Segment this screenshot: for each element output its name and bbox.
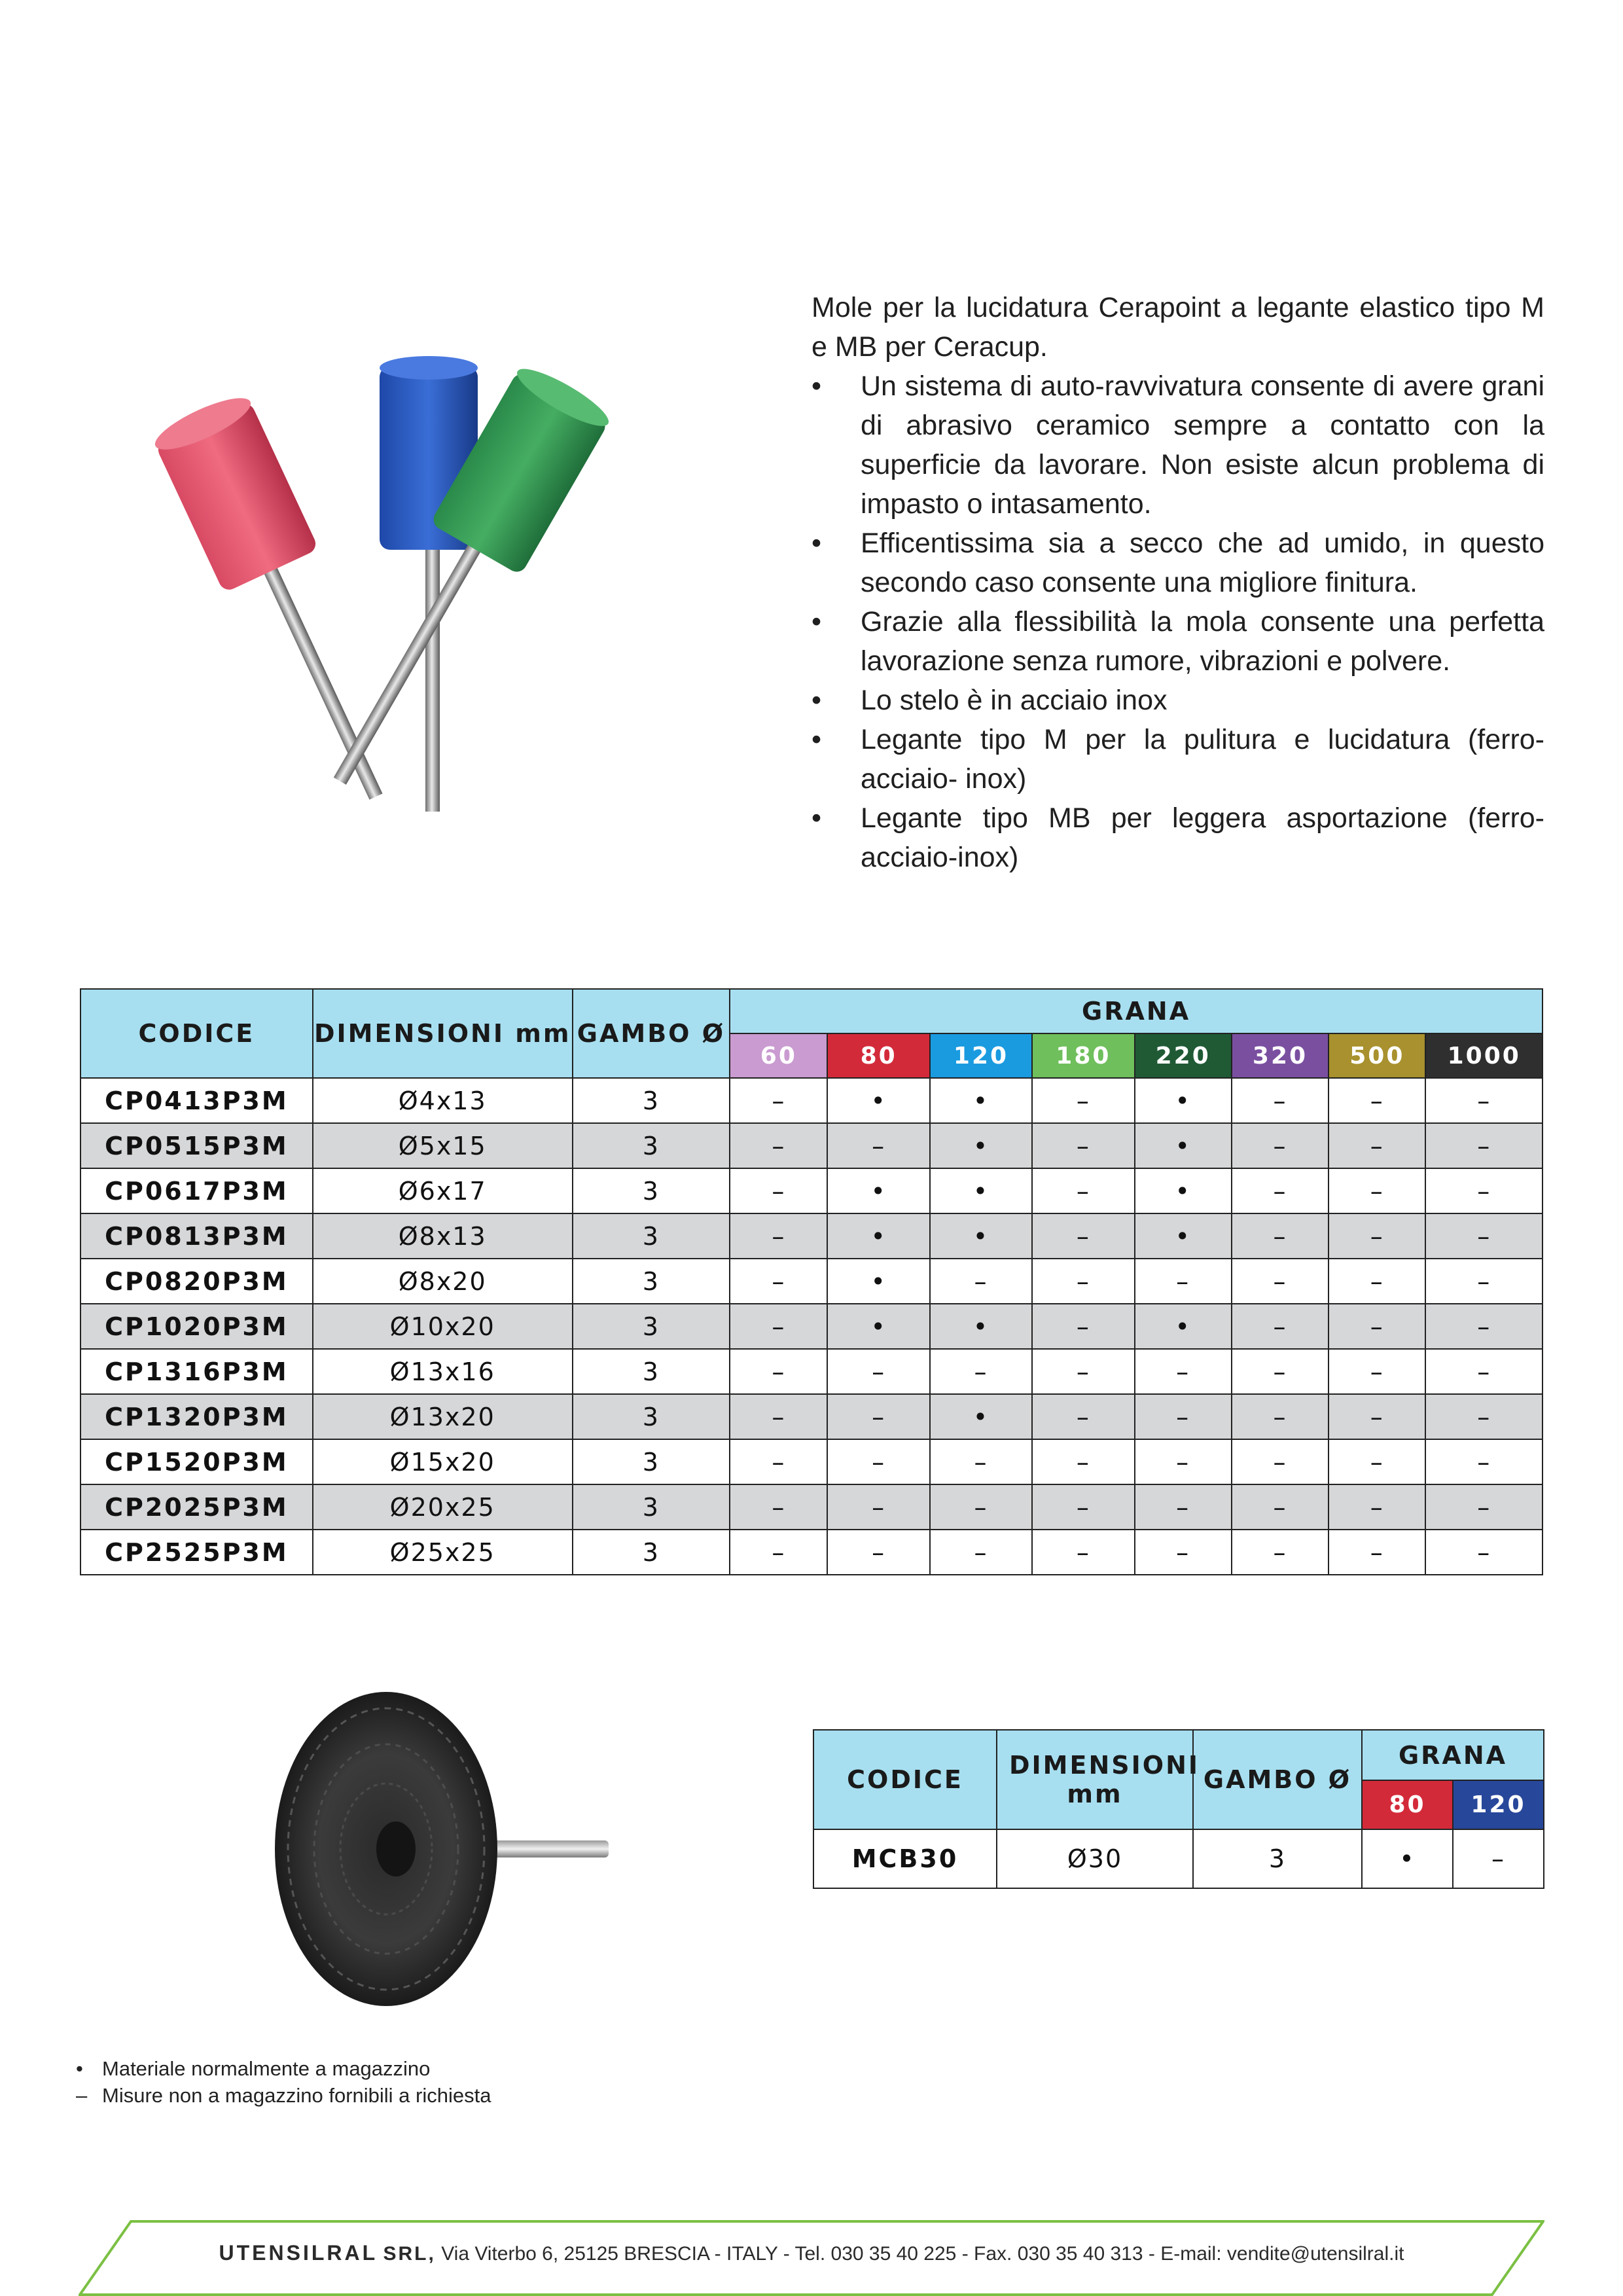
availability-mark: –: [1329, 1394, 1425, 1439]
availability-mark: –: [1329, 1484, 1425, 1530]
table-body: [80, 1078, 1543, 1575]
header-codice: CODICE: [813, 1730, 997, 1829]
availability-mark: –: [930, 1530, 1032, 1575]
availability-mark: –: [730, 1259, 827, 1304]
availability-mark: –: [1232, 1259, 1329, 1304]
availability-mark: •: [1135, 1078, 1232, 1123]
table-row: [80, 1349, 1543, 1394]
shank-cell: 3: [573, 1394, 730, 1439]
product-code: CP0813P3M: [80, 1213, 313, 1259]
product-code: CP1020P3M: [80, 1304, 313, 1349]
availability-mark: –: [1232, 1078, 1329, 1123]
product-code: CP0617P3M: [80, 1168, 313, 1213]
table-row: [80, 1213, 1543, 1259]
availability-mark: –: [1032, 1304, 1134, 1349]
availability-mark: –: [1425, 1439, 1543, 1484]
feature-item: • Legante tipo M per la pulitura e lucidatura (ferro- acciaio- inox): [812, 720, 1544, 798]
product-description: [812, 288, 1544, 877]
availability-mark: –: [1329, 1213, 1425, 1259]
availability-mark: –: [827, 1123, 929, 1168]
company-suffix: SRL,: [383, 2243, 436, 2265]
availability-mark: •: [827, 1304, 929, 1349]
availability-mark: –: [1032, 1394, 1134, 1439]
dimension-cell: Ø5x15: [313, 1123, 573, 1168]
shank-cell: 3: [573, 1304, 730, 1349]
header-gambo: GAMBO Ø: [1193, 1730, 1362, 1829]
availability-mark: –: [1232, 1349, 1329, 1394]
availability-mark: –: [1032, 1123, 1134, 1168]
feature-item: • Legante tipo MB per leggera asportazione (ferro-acciaio-inox): [812, 798, 1544, 877]
table-body: [813, 1829, 1544, 1888]
dimension-cell: Ø20x25: [313, 1484, 573, 1530]
availability-mark: –: [1329, 1530, 1425, 1575]
polishing-disc-image: [255, 1669, 622, 2009]
availability-mark: •: [1135, 1168, 1232, 1213]
dimension-cell: Ø25x25: [313, 1530, 573, 1575]
description-intro: Mole per la lucidatura Cerapoint a legante elastico tipo M e MB per Ceracup.: [812, 292, 1544, 363]
availability-mark: –: [730, 1349, 827, 1394]
availability-mark: •: [930, 1394, 1032, 1439]
feature-list: [812, 367, 1544, 877]
availability-mark: –: [1232, 1530, 1329, 1575]
availability-mark: –: [1135, 1349, 1232, 1394]
legend-item: [76, 2055, 491, 2082]
availability-mark: –: [1425, 1530, 1543, 1575]
company-name: UTENSILRAL: [219, 2241, 378, 2265]
grain-180-header: 180: [1032, 1033, 1134, 1078]
legend-symbol: –: [76, 2084, 88, 2107]
availability-mark: –: [1135, 1439, 1232, 1484]
table-row: [80, 1304, 1543, 1349]
availability-mark: –: [827, 1439, 929, 1484]
grain-1000-header: 1000: [1425, 1033, 1543, 1078]
grain-500-header: 500: [1329, 1033, 1425, 1078]
header-grana: GRANA: [1362, 1730, 1544, 1780]
availability-mark: –: [1135, 1484, 1232, 1530]
availability-mark: –: [1032, 1484, 1134, 1530]
availability-mark: –: [1232, 1439, 1329, 1484]
grain-60-header: 60: [730, 1033, 827, 1078]
dimension-cell: Ø13x16: [313, 1349, 573, 1394]
dimension-cell: Ø30: [997, 1829, 1193, 1888]
table-row: [80, 1259, 1543, 1304]
shank-cell: 3: [1193, 1829, 1362, 1888]
availability-mark: –: [1032, 1168, 1134, 1213]
availability-mark: –: [930, 1439, 1032, 1484]
shank-cell: 3: [573, 1439, 730, 1484]
availability-mark: –: [827, 1349, 929, 1394]
product-code: MCB30: [813, 1829, 997, 1888]
grain-220-header: 220: [1135, 1033, 1232, 1078]
shank-cell: 3: [573, 1078, 730, 1123]
availability-mark: –: [730, 1394, 827, 1439]
availability-mark: –: [1329, 1078, 1425, 1123]
shank-cell: 3: [573, 1168, 730, 1213]
product-code: CP0515P3M: [80, 1123, 313, 1168]
legend: [76, 2055, 491, 2109]
availability-mark: –: [1032, 1439, 1134, 1484]
product-code: CP0820P3M: [80, 1259, 313, 1304]
header-dimensioni: DIMENSIONI mm: [997, 1730, 1193, 1829]
availability-mark: –: [1232, 1123, 1329, 1168]
table-row: [80, 1439, 1543, 1484]
availability-mark: –: [1232, 1394, 1329, 1439]
product-code: CP2025P3M: [80, 1484, 313, 1530]
dimension-cell: Ø8x20: [313, 1259, 573, 1304]
grain-120-header: 120: [1453, 1780, 1544, 1829]
shank-cell: 3: [573, 1349, 730, 1394]
availability-mark: •: [827, 1168, 929, 1213]
cerapoint-table: [80, 988, 1543, 1575]
availability-mark: –: [730, 1304, 827, 1349]
availability-mark: •: [827, 1213, 929, 1259]
availability-mark: –: [1032, 1259, 1134, 1304]
availability-mark: –: [827, 1530, 929, 1575]
legend-text: Misure non a magazzino fornibili a richiesta: [102, 2084, 491, 2107]
shank-cell: 3: [573, 1530, 730, 1575]
availability-mark: –: [1425, 1259, 1543, 1304]
grain-320-header: 320: [1232, 1033, 1329, 1078]
availability-mark: –: [730, 1439, 827, 1484]
availability-mark: –: [730, 1168, 827, 1213]
header-codice: CODICE: [80, 989, 313, 1078]
grain-120-header: 120: [930, 1033, 1032, 1078]
dimension-cell: Ø8x13: [313, 1213, 573, 1259]
availability-mark: •: [1135, 1213, 1232, 1259]
dimension-cell: Ø13x20: [313, 1394, 573, 1439]
availability-mark: –: [827, 1484, 929, 1530]
availability-mark: •: [930, 1213, 1032, 1259]
table-row: [80, 1168, 1543, 1213]
availability-mark: –: [1135, 1394, 1232, 1439]
shank-cell: 3: [573, 1123, 730, 1168]
availability-mark: –: [730, 1213, 827, 1259]
availability-mark: –: [1032, 1078, 1134, 1123]
availability-mark: –: [1232, 1168, 1329, 1213]
availability-mark: –: [1329, 1259, 1425, 1304]
availability-mark: •: [930, 1078, 1032, 1123]
availability-mark: •: [930, 1304, 1032, 1349]
availability-mark: –: [1425, 1304, 1543, 1349]
availability-mark: •: [1135, 1123, 1232, 1168]
table-row: [80, 1123, 1543, 1168]
availability-mark: –: [1425, 1213, 1543, 1259]
availability-mark: –: [1232, 1484, 1329, 1530]
availability-mark: –: [1232, 1304, 1329, 1349]
grain-80-header: 80: [1362, 1780, 1453, 1829]
legend-text: Materiale normalmente a magazzino: [102, 2057, 431, 2080]
availability-mark: –: [930, 1484, 1032, 1530]
product-code: CP2525P3M: [80, 1530, 313, 1575]
feature-item: • Efficentissima sia a secco che ad umido, in questo secondo caso consente una migliore finitura.: [812, 524, 1544, 602]
product-code: CP0413P3M: [80, 1078, 313, 1123]
availability-mark: –: [730, 1123, 827, 1168]
availability-mark: •: [827, 1259, 929, 1304]
availability-mark: –: [1032, 1349, 1134, 1394]
table-row: [813, 1829, 1544, 1888]
availability-mark: –: [1453, 1829, 1544, 1888]
availability-mark: –: [1135, 1259, 1232, 1304]
header-grana: GRANA: [730, 989, 1543, 1033]
feature-item: • Un sistema di auto-ravvivatura consente di avere grani di abrasivo ceramico sempre a contatto con la superficie da lavorare. Non esiste alcun problema di impasto o intasamento.: [812, 367, 1544, 524]
availability-mark: –: [1329, 1439, 1425, 1484]
availability-mark: •: [1135, 1304, 1232, 1349]
availability-mark: –: [1135, 1530, 1232, 1575]
availability-mark: –: [1425, 1349, 1543, 1394]
feature-item: • Grazie alla flessibilità la mola consente una perfetta lavorazione senza rumore, vibrazioni e polvere.: [812, 602, 1544, 681]
availability-mark: •: [930, 1123, 1032, 1168]
availability-mark: –: [1232, 1213, 1329, 1259]
availability-mark: –: [1425, 1484, 1543, 1530]
availability-mark: –: [730, 1484, 827, 1530]
table-row: [80, 1484, 1543, 1530]
feature-item: • Lo stelo è in acciaio inox: [812, 681, 1544, 720]
mounted-points-image: [111, 353, 635, 851]
shank-cell: 3: [573, 1484, 730, 1530]
availability-mark: –: [1329, 1349, 1425, 1394]
grain-80-header: 80: [827, 1033, 929, 1078]
dimension-cell: Ø6x17: [313, 1168, 573, 1213]
availability-mark: •: [1362, 1829, 1453, 1888]
disc-table: [813, 1729, 1544, 1889]
product-code: CP1320P3M: [80, 1394, 313, 1439]
shank-cell: 3: [573, 1259, 730, 1304]
product-code: CP1316P3M: [80, 1349, 313, 1394]
availability-mark: –: [1425, 1168, 1543, 1213]
legend-item: [76, 2082, 491, 2109]
availability-mark: –: [827, 1394, 929, 1439]
availability-mark: –: [1425, 1394, 1543, 1439]
table-row: [80, 1078, 1543, 1123]
product-code: CP1520P3M: [80, 1439, 313, 1484]
availability-mark: –: [1329, 1123, 1425, 1168]
availability-mark: –: [1425, 1123, 1543, 1168]
availability-mark: –: [1329, 1304, 1425, 1349]
company-details: Via Viterbo 6, 25125 BRESCIA - ITALY - Tel. 030 35 40 225 - Fax. 030 35 40 313 - E-mail: vendite@utensilral.it: [441, 2243, 1404, 2265]
availability-mark: –: [1329, 1168, 1425, 1213]
legend-symbol: •: [76, 2057, 83, 2080]
availability-mark: –: [1032, 1213, 1134, 1259]
availability-mark: •: [930, 1168, 1032, 1213]
footer: [0, 2241, 1623, 2265]
availability-mark: –: [930, 1349, 1032, 1394]
table-row: [80, 1394, 1543, 1439]
header-gambo: GAMBO Ø: [573, 989, 730, 1078]
dimension-cell: Ø10x20: [313, 1304, 573, 1349]
shank-cell: 3: [573, 1213, 730, 1259]
availability-mark: –: [930, 1259, 1032, 1304]
availability-mark: –: [730, 1530, 827, 1575]
header-dimensioni: DIMENSIONI mm: [313, 989, 573, 1078]
availability-mark: –: [1425, 1078, 1543, 1123]
availability-mark: –: [730, 1078, 827, 1123]
dimension-cell: Ø4x13: [313, 1078, 573, 1123]
table-row: [80, 1530, 1543, 1575]
dimension-cell: Ø15x20: [313, 1439, 573, 1484]
availability-mark: –: [1032, 1530, 1134, 1575]
availability-mark: •: [827, 1078, 929, 1123]
